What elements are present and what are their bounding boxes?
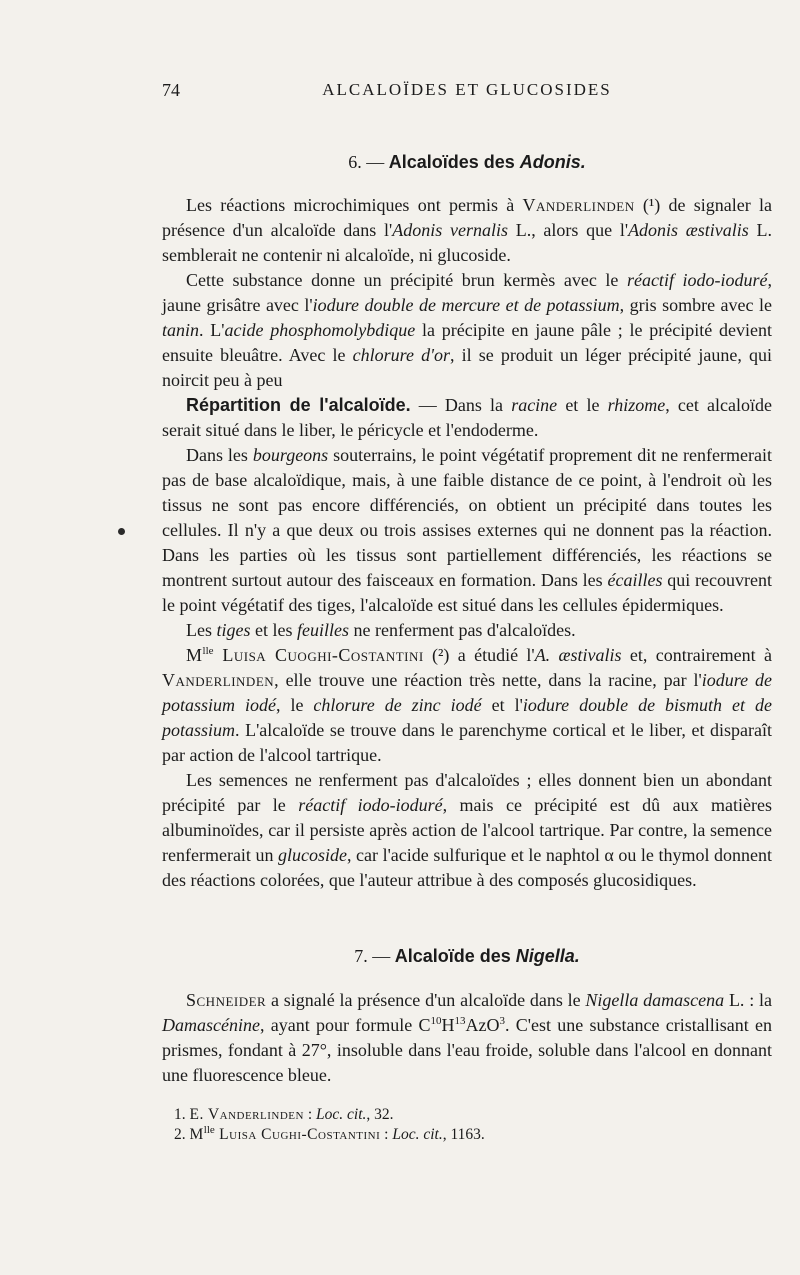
author-name: Vanderlinden [162,670,275,690]
section-7-heading [162,946,772,967]
section-genus: Nigella. [515,946,580,966]
running-head [162,80,772,104]
author-name: Vanderlinden [522,195,635,215]
footnotes [162,1105,772,1145]
paragraph: Les semences ne renferment pas d'alcaloïdes ; elles donnent bien un abondant précipité par le réactif iodo-ioduré, mais ce précipité est dû aux matières albuminoïdes, car il persiste après action de l'alcool tartrique. Par contre, la semence renfermerait un glucoside, car l'acide sulfurique et le naphtol α ou le thymol donnent des réactions colorées, que l'auteur attribue à des composés glucosidiques. [162,770,772,890]
page-number: 74 [162,80,180,100]
footnote: 2. $M^{lle}$ Luisa Cughi-Costantini : Loc. cit., 1163. [174,1123,485,1143]
author-name: Schneider [186,990,267,1010]
margin-dot [118,528,125,535]
paragraph: Schneider a signalé la présence d'un alcaloïde dans le Nigella damascena L. : la Damascénine, ayant pour formule $C^{10}H^{13}AzO^3$. C'est une substance cristallisant en prismes, fondant à 27°, insoluble dans l'eau froide, soluble dans l'alcool en donnant une fluorescence bleue. [162,990,772,1085]
paragraph: Les réactions microchimiques ont permis à Vanderlinden (¹) de signaler la présence d'un alcaloïde dans l'Adonis vernalis L., alors que l'Adonis æstivalis L. semblerait ne contenir ni alcaloïde, ni glucoside. [162,195,773,265]
section-title: Alcaloïde des [394,946,516,966]
paragraph: Les tiges et les feuilles ne renferment pas d'alcaloïdes. [186,620,576,640]
section-title: Alcaloïdes des [388,152,520,172]
running-title: ALCALOÏDES ET GLUCOSIDES [322,80,612,99]
section-6-heading [162,152,772,173]
section-number: 6. — [348,152,389,172]
section-number: 7. — [354,946,395,966]
paragraph: $M^{lle}$ Luisa Cuoghi-Costantini (²) a étudié l'A. æstivalis et, contrairement à Vanderlinden, elle trouve une réaction très nette, dans la racine, par l'iodure de potassium iodé, le chlorure de zinc iodé et l'iodure double de bismuth et de potassium. L'alcaloïde se trouve dans le parenchyme cortical et le liber, et disparaît par action de l'alcool tartrique. [162,645,773,765]
compound-name: Damascénine [162,1015,260,1035]
paragraph: Cette substance donne un précipité brun kermès avec le réactif iodo-ioduré, jaune grisâtre avec l'iodure double de mercure et de potassium, gris sombre avec le tanin. L'acide phosphomolybdique la précipite en jaune pâle ; le précipité devient ensuite bleuâtre. Avec le chlorure d'or, il se produit un léger précipité jaune, qui noircit peu à peu [162,270,773,390]
section-7-body [162,988,772,1088]
section-genus: Adonis. [519,152,586,172]
paragraph: Répartition de l'alcaloïde. — Dans la racine et le rhizome, cet alcaloïde serait situé dans le liber, le péricycle et l'endoderme. [162,395,773,440]
author-name: Luisa Cuoghi-Costantini [213,645,424,665]
section-6-body [162,193,772,893]
paragraph: Dans les bourgeons souterrains, le point végétatif proprement dit ne renfermerait pas de base alcaloïdique, mais, à une faible distance de ce point, à l'endroit où les tissus ne sont pas encore différenciés, on obtient un précipité dans toutes les cellules. Il n'y a que deux ou trois assises externes qui ne donnent pas la réaction. Dans les parties où les tissus sont partiellement différenciés, les réactions se montrent surtout autour des faisceaux en formation. Dans les écailles qui recouvrent le point végétatif des tiges, l'alcaloïde est situé dans les cellules épidermiques. [162,445,772,615]
footnote: 1. E. Vanderlinden : Loc. cit., 32. [174,1106,394,1123]
subheading: Répartition de l'alcaloïde. [186,395,411,415]
